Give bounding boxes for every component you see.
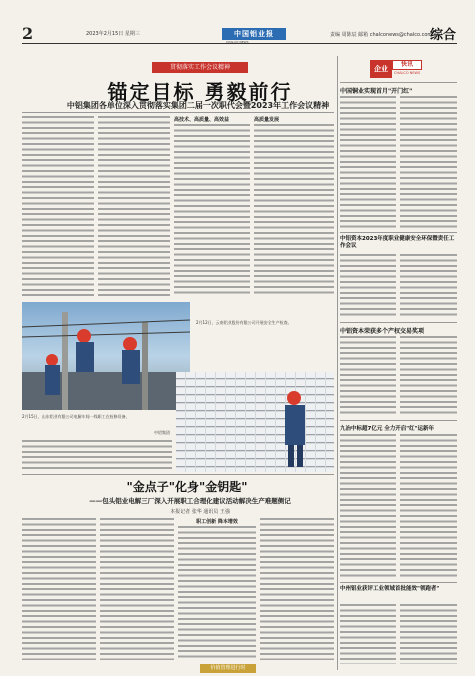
second-article-byline: 本报记者 张华 通讯员 王强	[170, 509, 230, 515]
brief-body-1b	[400, 96, 457, 228]
editor-line: 责编 周陈辰 邮箱 chalconews@chalco.com.cn	[330, 32, 440, 38]
brief-body-3a	[340, 336, 396, 416]
brief-body-1a	[340, 96, 396, 228]
second-article-column-1	[22, 518, 96, 660]
article-body-column-1	[22, 116, 94, 296]
divider	[22, 112, 334, 113]
photo-credit: 中铝集团	[154, 430, 170, 435]
brief-body-5b	[400, 604, 457, 664]
page-number: 2	[22, 24, 34, 43]
divider	[22, 474, 334, 475]
issue-date: 2023年2月15日 星期三	[86, 31, 140, 37]
article-body-column-4	[254, 124, 334, 296]
brief-body-5a	[340, 604, 396, 664]
photo-aluminum-ingots	[176, 372, 334, 472]
photo-caption-2: 2月15日，山东铝业有限公司电解车间一线职工在检修设备，	[22, 414, 130, 419]
article-subhead: 中铝集团各单位深入贯彻落实集团二届一次职代会暨2023年工作会议精神	[66, 101, 330, 110]
article-kicker: 贯彻落实工作会议精神	[152, 62, 248, 73]
brief-body-4b	[400, 434, 457, 578]
brief-body-2b	[400, 254, 457, 318]
flash-english: CHALCO NEWS	[394, 71, 421, 75]
divider	[340, 232, 457, 233]
divider	[340, 420, 457, 421]
article-body-continued	[22, 440, 172, 470]
article-subheading-1: 高技术、高质量、高效益	[174, 117, 230, 123]
flash-word: 快讯	[392, 60, 422, 70]
second-article-subheading: 职工创新 降本增效	[196, 519, 238, 525]
brief-body-4a	[340, 434, 396, 578]
brief-title-1: 中国铜业实现首月"开门红"	[340, 88, 413, 95]
column-divider	[337, 56, 338, 670]
second-article-title: "金点子"化身"金钥匙"	[126, 480, 248, 494]
article-headline: 锚定目标 勇毅前行	[107, 80, 293, 104]
brief-title-2: 中铝资本2023年度职业健康安全环保暨责任工作会议	[340, 236, 455, 249]
masthead	[22, 24, 457, 44]
newspaper-logo: 中国铝业报	[222, 28, 286, 40]
divider	[340, 82, 457, 83]
article-body-column-2	[98, 116, 170, 296]
photo-illustration	[176, 372, 334, 472]
article-subheading-2: 高质量发展	[254, 117, 280, 123]
second-article-subtitle: ——包头铝业电解三厂深入开展职工合理化建议活动解决生产难题侧记	[89, 497, 291, 505]
article-body-column-3	[174, 124, 250, 296]
divider	[340, 322, 457, 323]
brief-body-2a	[340, 254, 396, 318]
footer-tag: 价值管理进行时	[200, 664, 256, 673]
flash-label: 企业	[370, 60, 392, 78]
brief-body-3b	[400, 336, 457, 416]
divider	[340, 582, 457, 583]
photo-workers-electrical	[22, 302, 190, 410]
photo-illustration	[22, 302, 190, 410]
second-article-column-3	[178, 526, 256, 660]
brief-title-5: 中州铝业获评工业领域首批能效"领跑者"	[340, 586, 440, 592]
section-name: 综合	[430, 28, 457, 43]
brief-title-4: 九冶中标超7亿元 全力开启"红"运新年	[340, 426, 434, 432]
photo-caption-1: 2月12日，云南铝业股份有限公司开展安全生产检查。	[196, 320, 292, 325]
newspaper-logo-subtitle: CHALCO NEWS	[226, 40, 249, 44]
brief-title-3: 中铝资本荣获多个产权交易奖项	[340, 328, 425, 335]
second-article-column-2	[100, 518, 174, 660]
second-article-column-4	[260, 518, 334, 660]
